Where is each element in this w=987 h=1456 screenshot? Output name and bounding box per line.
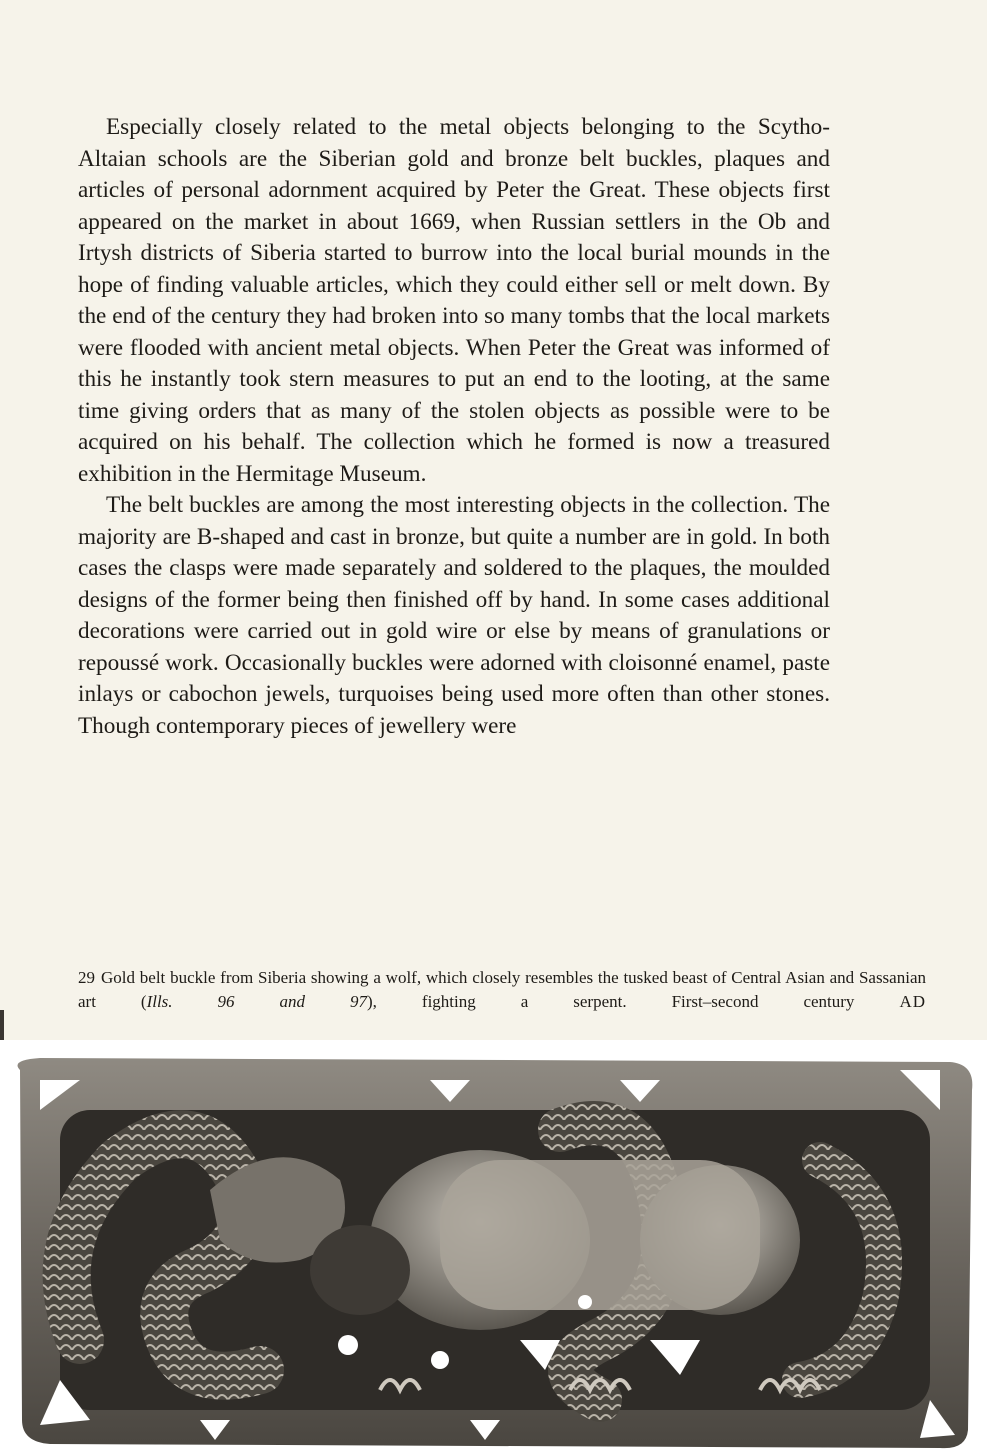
paragraph-2: The belt buckles are among the most interesting objects in the collection. The majority are B-shaped and cast in bronze, but quite a number are in gold. In both cases the clasps were made separately and soldered to the plaques, the moulded designs of the former being then finished off by hand. In some cases additional decorations were carried out in gold wire or else by means of granulations or repoussé work. Occasionally buckles were adorned with cloisonné enamel, paste inlays or cabochon jewels, turquoises being used more often than other stones. Though contemporary pieces of jewellery were [78, 492, 830, 739]
caption-era: AD [899, 992, 926, 1011]
body-text [78, 112, 830, 742]
buckle-photograph [0, 1040, 987, 1456]
caption-text-before: Gold belt buckle from Siberia showing a wolf, which closely resembles the tusked beast of Central Asian and Sassanian art ( [78, 968, 926, 1011]
caption-text-after: ), fighting a serpent. First–second century [367, 992, 855, 1011]
caption-reference: Ills. 96 and 97 [146, 992, 368, 1011]
caption-number: 29 [78, 968, 95, 987]
figure-caption [78, 966, 926, 1014]
paragraph-1: Especially closely related to the metal objects belonging to the Scytho-Altaian schools are the Siberian gold and bronze belt buckles, plaques and articles of personal adornment acquired by Peter the Great. These objects first appeared on the market in about 1669, when Russian settlers in the Ob and Irtysh districts of Siberia started to burrow into the local burial mounds in the hope of finding valuable articles, which they could either sell or melt down. By the end of the century they had broken into so many tombs that the local markets were flooded with ancient metal objects. When Peter the Great was informed of this he instantly took stern measures to put an end to the looting, at the same time giving orders that as many of the stolen objects as possible were to be acquired on his behalf. The collection which he formed is now a treasured exhibition in the Hermitage Museum. [78, 114, 830, 487]
